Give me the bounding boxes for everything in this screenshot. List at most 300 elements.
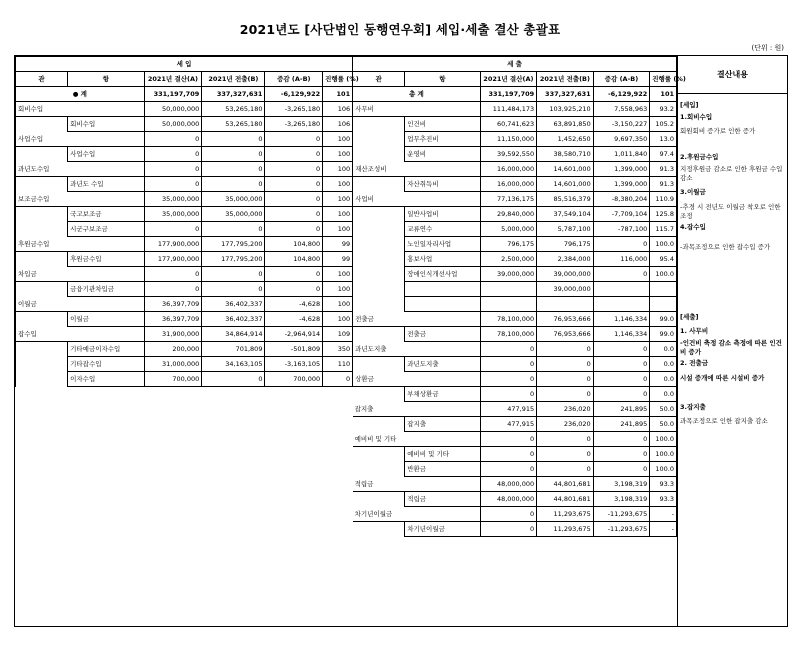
income-ratio: 109 [323, 327, 353, 342]
expense-value-diff: 241,895 [593, 402, 650, 417]
expense-indent-cell [353, 327, 405, 342]
expense-value-diff: 1,399,000 [593, 177, 650, 192]
expense-hang-label: 적립금 [405, 492, 480, 507]
table-row [16, 477, 677, 492]
income-value-b: 0 [202, 372, 265, 387]
income-hang-label: 이월금 [68, 312, 145, 327]
income-value-a: 35,000,000 [144, 192, 202, 207]
expense-gwan-label: 예비비 및 기타 [353, 432, 481, 447]
income-indent-cell [16, 372, 68, 387]
income-value-a: 700,000 [144, 372, 202, 387]
col-hang: 항 [68, 72, 145, 87]
income-value-b: 0 [202, 132, 265, 147]
income-value-a: 36,397,709 [144, 312, 202, 327]
table-row [16, 297, 677, 312]
note-line: 2. 전출금 [680, 359, 709, 367]
expense-value-b [537, 297, 594, 312]
expense-indent-cell [353, 387, 405, 402]
expense-value-a: 29,840,000 [480, 207, 537, 222]
expense-value-b: 0 [537, 342, 594, 357]
expense-value-b: 76,953,666 [537, 327, 594, 342]
expense-value-a: 0 [480, 462, 537, 477]
income-hang-label: 국고보조금 [68, 207, 145, 222]
income-value-a: 0 [144, 147, 202, 162]
income-ratio: 100 [323, 267, 353, 282]
expense-indent-cell [353, 222, 405, 237]
income-gwan-label: 후원금수입 [16, 237, 145, 252]
income-value-diff: 0 [265, 207, 323, 222]
expense-indent-cell [353, 237, 405, 252]
expense-value-b: 0 [537, 357, 594, 372]
table-row [16, 372, 677, 387]
expense-ratio: 50.0 [650, 402, 677, 417]
income-value-a: 0 [144, 162, 202, 177]
note-line: -인건비 축정 감소 측정에 따른 인건비 증가 [680, 339, 782, 356]
col-ratio: 진행률 (%) [650, 72, 677, 87]
income-value-diff: 104,800 [265, 237, 323, 252]
col-gwan: 관 [353, 72, 405, 87]
expense-value-b: 236,020 [537, 402, 594, 417]
expense-indent-cell [353, 132, 405, 147]
expense-gwan-label: 사무비 [353, 102, 481, 117]
income-hang-label: 시군구보조금 [68, 222, 145, 237]
unit-label: (단위 : 원) [751, 44, 784, 52]
expense-value-diff: 0 [593, 372, 650, 387]
note-line: 1. 사무비 [680, 327, 709, 335]
income-empty-cell [16, 507, 353, 522]
income-value-diff: -3,163,105 [265, 357, 323, 372]
expense-ratio: 0.0 [650, 387, 677, 402]
expense-indent-cell [353, 447, 405, 462]
expense-ratio: 93.2 [650, 102, 677, 117]
income-indent-cell [16, 342, 68, 357]
table-row [16, 207, 677, 222]
expense-value-b: 38,580,710 [537, 147, 594, 162]
expense-value-b: 39,000,000 [537, 267, 594, 282]
income-value-diff: 0 [265, 192, 323, 207]
expense-ratio: 100.0 [650, 462, 677, 477]
expense-total-diff: -6,129,922 [593, 87, 650, 102]
expense-hang-label: 반환금 [405, 462, 480, 477]
income-total-a: 331,197,709 [144, 87, 202, 102]
expense-value-b: 85,516,379 [537, 192, 594, 207]
income-value-a: 0 [144, 282, 202, 297]
income-gwan-label: 회비수입 [16, 102, 145, 117]
expense-indent-cell [353, 117, 405, 132]
income-indent-cell [16, 222, 68, 237]
expense-indent-cell [353, 177, 405, 192]
expense-value-a: 0 [480, 372, 537, 387]
expense-total-ratio: 101 [650, 87, 677, 102]
expense-header: 세 출 [353, 57, 677, 72]
expense-value-b: 14,601,000 [537, 177, 594, 192]
expense-ratio: 50.0 [650, 417, 677, 432]
income-ratio: 100 [323, 312, 353, 327]
expense-value-a: 5,000,000 [480, 222, 537, 237]
income-value-b: 0 [202, 267, 265, 282]
notes-title: 결산내용 [678, 56, 787, 94]
income-indent-cell [16, 177, 68, 192]
table-row [16, 417, 677, 432]
expense-value-a: 0 [480, 447, 537, 462]
expense-hang-label: 예비비 및 기타 [405, 447, 480, 462]
table-row [16, 432, 677, 447]
expense-total-label: 총 계 [353, 87, 481, 102]
expense-value-diff: 3,198,319 [593, 492, 650, 507]
expense-value-diff: -8,380,204 [593, 192, 650, 207]
income-value-a: 177,900,000 [144, 252, 202, 267]
expense-ratio: 110.9 [650, 192, 677, 207]
income-empty-cell [16, 492, 353, 507]
col-prev: 2021년 전출(B) [537, 72, 594, 87]
income-value-diff: 0 [265, 222, 323, 237]
expense-value-diff: 0 [593, 267, 650, 282]
table-row [16, 387, 677, 402]
expense-hang-label: 과년도지출 [405, 357, 480, 372]
expense-value-b: 11,293,675 [537, 522, 594, 537]
expense-indent-cell [353, 492, 405, 507]
income-indent-cell [16, 147, 68, 162]
expense-ratio: 0.0 [650, 372, 677, 387]
expense-value-b: 1,452,650 [537, 132, 594, 147]
expense-gwan-label: 재산조성비 [353, 162, 481, 177]
expense-hang-label [405, 282, 480, 297]
income-ratio: 100 [323, 147, 353, 162]
expense-value-diff: -7,709,104 [593, 207, 650, 222]
expense-value-b: 0 [537, 447, 594, 462]
expense-gwan-label: 상환금 [353, 372, 481, 387]
note-line: [세입] [680, 101, 699, 109]
col-hang: 항 [405, 72, 480, 87]
expense-gwan-label: 차기년이월금 [353, 507, 481, 522]
expense-value-b: 796,175 [537, 237, 594, 252]
table-row [16, 162, 677, 177]
expense-ratio: 100.0 [650, 267, 677, 282]
col-diff: 증감 (A-B) [265, 72, 323, 87]
expense-ratio: 99.0 [650, 327, 677, 342]
table-row [16, 357, 677, 372]
income-value-b: 701,809 [202, 342, 265, 357]
table-row [16, 192, 677, 207]
income-gwan-label: 보조금수입 [16, 192, 145, 207]
note-line: -추경 시 전년도 이월금 착오로 인한 조정 [680, 203, 781, 220]
income-empty-cell [16, 432, 353, 447]
income-ratio: 106 [323, 102, 353, 117]
table-row [16, 327, 677, 342]
expense-value-a [480, 282, 537, 297]
income-value-b: 34,864,914 [202, 327, 265, 342]
expense-value-a: 39,592,550 [480, 147, 537, 162]
income-value-a: 36,397,709 [144, 297, 202, 312]
expense-hang-label: 일반사업비 [405, 207, 480, 222]
summary-sheet [14, 55, 788, 627]
income-value-a: 35,000,000 [144, 207, 202, 222]
budget-table [15, 56, 686, 537]
income-gwan-label: 잡수입 [16, 327, 145, 342]
expense-ratio: 115.7 [650, 222, 677, 237]
expense-ratio: 100.0 [650, 237, 677, 252]
expense-value-a: 0 [480, 342, 537, 357]
expense-ratio: 105.2 [650, 117, 677, 132]
col-diff: 증감 (A-B) [593, 72, 650, 87]
expense-hang-label: 전출금 [405, 327, 480, 342]
income-total-label: ● 계 [16, 87, 145, 102]
income-value-b: 0 [202, 222, 265, 237]
note-line: 3.이월금 [680, 188, 706, 196]
expense-hang-label: 자산취득비 [405, 177, 480, 192]
expense-value-diff: 0 [593, 387, 650, 402]
expense-value-b: 37,549,104 [537, 207, 594, 222]
expense-value-diff: 0 [593, 462, 650, 477]
income-ratio: 106 [323, 117, 353, 132]
table-row [16, 222, 677, 237]
expense-value-a: 0 [480, 522, 537, 537]
note-line: 지정후원금 감소로 인한 후원금 수입 감소 [680, 165, 783, 182]
expense-value-diff: 7,558,963 [593, 102, 650, 117]
expense-indent-cell [353, 282, 405, 297]
expense-value-diff: 0 [593, 432, 650, 447]
income-gwan-label: 이월금 [16, 297, 145, 312]
expense-indent-cell [353, 252, 405, 267]
expense-value-diff: 0 [593, 447, 650, 462]
expense-ratio: 99.0 [650, 312, 677, 327]
income-value-b: 36,402,337 [202, 297, 265, 312]
note-line: [세출] [680, 313, 699, 321]
expense-indent-cell [353, 147, 405, 162]
income-empty-cell [16, 402, 353, 417]
expense-value-b: 2,384,000 [537, 252, 594, 267]
table-row [16, 402, 677, 417]
income-ratio: 99 [323, 252, 353, 267]
income-value-b: 0 [202, 147, 265, 162]
expense-value-diff: 116,000 [593, 252, 650, 267]
income-value-diff: -4,628 [265, 297, 323, 312]
income-value-diff: 0 [265, 147, 323, 162]
income-value-b: 177,795,200 [202, 252, 265, 267]
expense-indent-cell [353, 522, 405, 537]
expense-value-a: 48,000,000 [480, 492, 537, 507]
income-gwan-label: 사업수입 [16, 132, 145, 147]
expense-gwan-label: 사업비 [353, 192, 481, 207]
expense-value-b: 0 [537, 372, 594, 387]
note-line: 과목조정으로 인한 잡지출 감소 [680, 417, 768, 425]
expense-value-a: 78,100,000 [480, 312, 537, 327]
expense-indent-cell [353, 462, 405, 477]
col-prev: 2021년 전출(B) [202, 72, 265, 87]
expense-gwan-label: 전출금 [353, 312, 481, 327]
expense-ratio: 93.3 [650, 477, 677, 492]
expense-hang-label: 노인일자리사업 [405, 237, 480, 252]
table-row [16, 507, 677, 522]
income-value-b: 53,265,180 [202, 102, 265, 117]
income-ratio: 100 [323, 207, 353, 222]
expense-hang-label [405, 297, 480, 312]
page-title: 2021년도 [사단법인 동행연우회] 세입·세출 결산 총괄표 [239, 22, 561, 37]
income-indent-cell [16, 117, 68, 132]
expense-value-diff: 1,146,334 [593, 312, 650, 327]
expense-value-a: 796,175 [480, 237, 537, 252]
income-empty-cell [16, 417, 353, 432]
income-value-a: 0 [144, 267, 202, 282]
expense-value-diff [593, 297, 650, 312]
table-row [16, 237, 677, 252]
income-value-diff: 0 [265, 267, 323, 282]
income-value-diff: 104,800 [265, 252, 323, 267]
expense-gwan-label: 잡지출 [353, 402, 481, 417]
expense-indent-cell [353, 357, 405, 372]
income-ratio: 99 [323, 237, 353, 252]
col-budget: 2021년 결산(A) [480, 72, 537, 87]
expense-hang-label: 잡지출 [405, 417, 480, 432]
expense-ratio [650, 282, 677, 297]
income-value-a: 50,000,000 [144, 117, 202, 132]
notes-panel [677, 56, 787, 626]
table-row [16, 117, 677, 132]
income-gwan-label: 과년도수입 [16, 162, 145, 177]
income-value-a: 177,900,000 [144, 237, 202, 252]
income-empty-cell [16, 522, 353, 537]
expense-value-diff: 241,895 [593, 417, 650, 432]
expense-ratio [650, 297, 677, 312]
expense-ratio: 97.4 [650, 147, 677, 162]
income-value-b: 53,265,180 [202, 117, 265, 132]
income-value-a: 200,000 [144, 342, 202, 357]
note-line: 시설 증개에 따른 시설비 증가 [680, 374, 765, 382]
expense-value-diff: 1,146,334 [593, 327, 650, 342]
income-value-diff: 0 [265, 132, 323, 147]
col-gwan: 관 [16, 72, 68, 87]
expense-value-a: 60,741,623 [480, 117, 537, 132]
expense-total-b: 337,327,631 [537, 87, 594, 102]
expense-ratio: 0.0 [650, 342, 677, 357]
income-value-diff: 0 [265, 282, 323, 297]
expense-value-b: 39,000,000 [537, 282, 594, 297]
expense-ratio: - [650, 507, 677, 522]
income-total-b: 337,327,631 [202, 87, 265, 102]
income-indent-cell [16, 357, 68, 372]
table-row [16, 177, 677, 192]
expense-value-a: 11,150,000 [480, 132, 537, 147]
note-line: 2.후원금수입 [680, 153, 719, 161]
expense-ratio: 0.0 [650, 357, 677, 372]
table-row [16, 342, 677, 357]
income-empty-cell [16, 387, 353, 402]
expense-value-a: 77,136,175 [480, 192, 537, 207]
expense-hang-label: 부채상환금 [405, 387, 480, 402]
expense-value-b: 76,953,666 [537, 312, 594, 327]
expense-ratio: 100.0 [650, 447, 677, 462]
income-ratio: 110 [323, 357, 353, 372]
table-row [16, 282, 677, 297]
expense-hang-label: 운영비 [405, 147, 480, 162]
expense-value-b: 0 [537, 462, 594, 477]
expense-hang-label: 인건비 [405, 117, 480, 132]
expense-value-diff: 0 [593, 342, 650, 357]
expense-total-a: 331,197,709 [480, 87, 537, 102]
income-value-b: 0 [202, 177, 265, 192]
table-row [16, 252, 677, 267]
income-ratio: 100 [323, 132, 353, 147]
expense-ratio: 100.0 [650, 432, 677, 447]
table-row [16, 462, 677, 477]
income-value-a: 31,000,000 [144, 357, 202, 372]
income-value-b: 35,000,000 [202, 207, 265, 222]
income-value-diff: 700,000 [265, 372, 323, 387]
income-gwan-label: 차입금 [16, 267, 145, 282]
expense-indent-cell [353, 417, 405, 432]
income-value-b: 36,402,337 [202, 312, 265, 327]
income-ratio: 100 [323, 177, 353, 192]
expense-ratio: 91.3 [650, 177, 677, 192]
expense-value-diff: 3,198,319 [593, 477, 650, 492]
income-value-diff: -3,265,180 [265, 117, 323, 132]
table-row [16, 102, 677, 117]
income-hang-label: 사업수입 [68, 147, 145, 162]
expense-value-b: 11,293,675 [537, 507, 594, 522]
expense-value-b: 0 [537, 432, 594, 447]
income-hang-label: 금융기관차입금 [68, 282, 145, 297]
income-empty-cell [16, 477, 353, 492]
total-row [16, 87, 677, 102]
income-value-a: 31,900,000 [144, 327, 202, 342]
expense-value-a: 16,000,000 [480, 177, 537, 192]
income-total-ratio: 101 [323, 87, 353, 102]
expense-value-a: 78,100,000 [480, 327, 537, 342]
expense-ratio: 13.0 [650, 132, 677, 147]
expense-value-diff: 0 [593, 357, 650, 372]
expense-gwan-label: 과년도지출 [353, 342, 481, 357]
income-value-diff: -501,809 [265, 342, 323, 357]
expense-value-b: 63,891,850 [537, 117, 594, 132]
income-value-a: 0 [144, 132, 202, 147]
income-hang-label: 기타잡수입 [68, 357, 145, 372]
expense-value-diff: -11,293,675 [593, 522, 650, 537]
income-indent-cell [16, 282, 68, 297]
table-row [16, 312, 677, 327]
table-row [16, 492, 677, 507]
expense-hang-label: 업무추진비 [405, 132, 480, 147]
expense-indent-cell [353, 207, 405, 222]
col-budget: 2021년 결산(A) [144, 72, 202, 87]
expense-value-b: 236,020 [537, 417, 594, 432]
income-value-b: 177,795,200 [202, 237, 265, 252]
expense-value-diff: 1,011,840 [593, 147, 650, 162]
income-value-diff: 0 [265, 162, 323, 177]
income-value-b: 0 [202, 282, 265, 297]
income-value-diff: -4,628 [265, 312, 323, 327]
income-value-diff: -2,964,914 [265, 327, 323, 342]
income-value-a: 0 [144, 177, 202, 192]
expense-indent-cell [353, 297, 405, 312]
expense-value-diff [593, 282, 650, 297]
table-row [16, 267, 677, 282]
expense-hang-label: 장애인식개선사업 [405, 267, 480, 282]
expense-value-b: 44,801,681 [537, 477, 594, 492]
expense-value-a: 2,500,000 [480, 252, 537, 267]
income-indent-cell [16, 312, 68, 327]
table-row [16, 147, 677, 162]
expense-value-a: 111,484,173 [480, 102, 537, 117]
income-value-a: 50,000,000 [144, 102, 202, 117]
expense-hang-label: 홍보사업 [405, 252, 480, 267]
income-header: 세 입 [16, 57, 353, 72]
expense-value-diff: 1,399,000 [593, 162, 650, 177]
expense-ratio: 91.3 [650, 162, 677, 177]
expense-value-a: 16,000,000 [480, 162, 537, 177]
income-hang-label: 후원금수입 [68, 252, 145, 267]
income-empty-cell [16, 447, 353, 462]
income-hang-label: 이자수입 [68, 372, 145, 387]
